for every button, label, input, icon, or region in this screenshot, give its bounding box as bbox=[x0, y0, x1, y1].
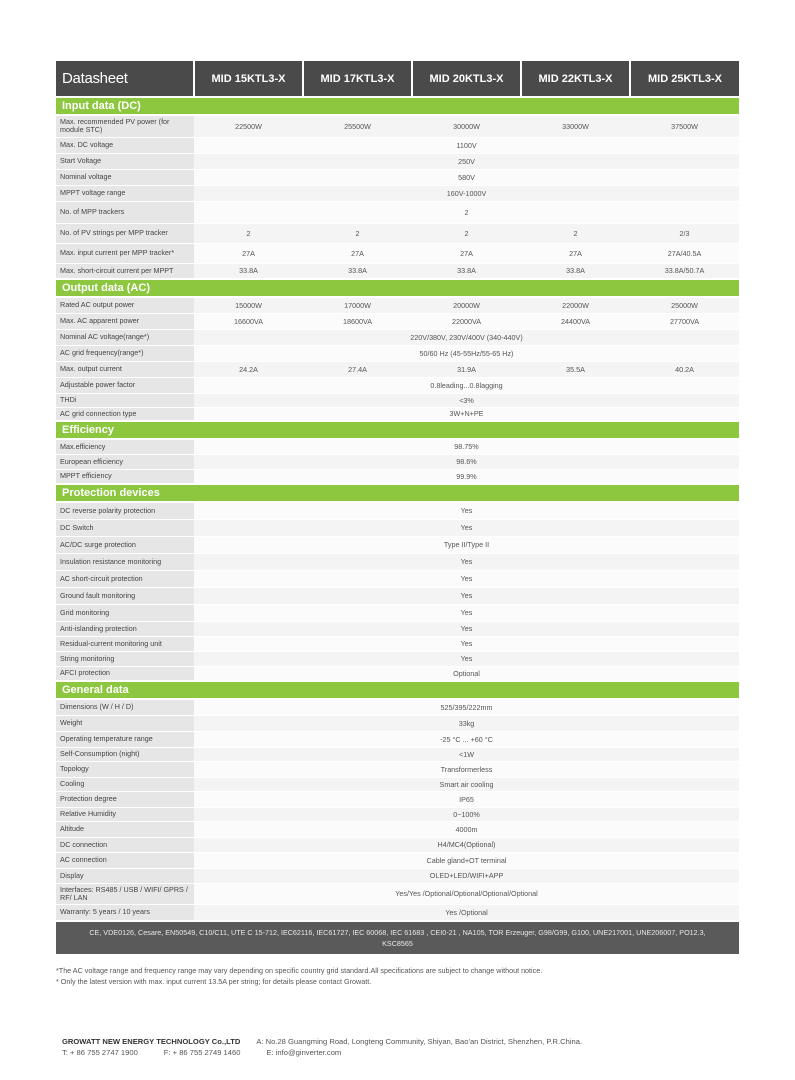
spec-row bbox=[56, 807, 739, 821]
spec-value: 98.75% bbox=[194, 439, 739, 454]
spec-value: Yes bbox=[194, 553, 739, 570]
spec-row bbox=[56, 747, 739, 761]
spec-label: AC short-circuit protection bbox=[56, 570, 194, 587]
spec-row bbox=[56, 570, 739, 587]
spec-value: Yes bbox=[194, 587, 739, 604]
spec-row bbox=[56, 777, 739, 791]
spec-value: Yes bbox=[194, 570, 739, 587]
spec-value: 0.8leading...0.8lagging bbox=[194, 377, 739, 393]
spec-row bbox=[56, 715, 739, 731]
spec-label: MPPT efficiency bbox=[56, 469, 194, 484]
spec-row bbox=[56, 868, 739, 883]
spec-value: IP65 bbox=[194, 791, 739, 807]
model-header-17ktl3: MID 17KTL3-X bbox=[303, 61, 412, 97]
footnote-input-current: * Only the latest version with max. input current 13.5A per string; for details please contact Growatt. bbox=[56, 977, 372, 986]
spec-row bbox=[56, 536, 739, 553]
spec-value: Optional bbox=[194, 666, 739, 681]
spec-label: Interfaces: RS485 / USB / WIFI/ GPRS / RF/ LAN bbox=[56, 883, 194, 904]
spec-row bbox=[56, 699, 739, 715]
section-header bbox=[56, 681, 739, 699]
spec-row bbox=[56, 636, 739, 651]
model-header-22ktl3: MID 22KTL3-X bbox=[521, 61, 630, 97]
spec-label: No. of MPP trackers bbox=[56, 201, 194, 223]
spec-label: Altitude bbox=[56, 821, 194, 837]
spec-value: 24400VA bbox=[521, 313, 630, 329]
spec-value: Smart air cooling bbox=[194, 777, 739, 791]
spec-value: 580V bbox=[194, 169, 739, 185]
spec-value: 27.4A bbox=[303, 361, 412, 377]
spec-label: Relative Humidity bbox=[56, 807, 194, 821]
spec-label: Ground fault monitoring bbox=[56, 587, 194, 604]
spec-label: Cooling bbox=[56, 777, 194, 791]
spec-row bbox=[56, 519, 739, 536]
model-header-20ktl3: MID 20KTL3-X bbox=[412, 61, 521, 97]
spec-label: AC grid connection type bbox=[56, 407, 194, 421]
spec-label: Max. short-circuit current per MPPT bbox=[56, 263, 194, 279]
spec-label: DC Switch bbox=[56, 519, 194, 536]
spec-row bbox=[56, 377, 739, 393]
company-address: A: No.28 Guangming Road, Longteng Community, Shiyan, Bao'an District, Shenzhen, P.R.China. bbox=[256, 1037, 583, 1046]
spec-row bbox=[56, 587, 739, 604]
spec-table bbox=[56, 61, 739, 954]
footnotes bbox=[56, 965, 739, 987]
spec-value: 2 bbox=[412, 223, 521, 243]
spec-row bbox=[56, 393, 739, 407]
spec-row bbox=[56, 651, 739, 666]
spec-label: Warranty: 5 years / 10 years bbox=[56, 904, 194, 921]
spec-value: <1W bbox=[194, 747, 739, 761]
spec-value: OLED+LED/WIFI+APP bbox=[194, 868, 739, 883]
spec-row bbox=[56, 621, 739, 636]
spec-value: 33000W bbox=[521, 115, 630, 137]
spec-row bbox=[56, 837, 739, 852]
spec-value: 160V-1000V bbox=[194, 185, 739, 201]
spec-label: Nominal AC voltage(range*) bbox=[56, 329, 194, 345]
spec-value: 3W+N+PE bbox=[194, 407, 739, 421]
spec-value: 220V/380V, 230V/400V (340-440V) bbox=[194, 329, 739, 345]
spec-label: Max. output current bbox=[56, 361, 194, 377]
spec-value: 2 bbox=[194, 201, 739, 223]
spec-value: 31.9A bbox=[412, 361, 521, 377]
spec-value: 525/395/222mm bbox=[194, 699, 739, 715]
spec-row bbox=[56, 883, 739, 904]
spec-value: 50/60 Hz (45-55Hz/55-65 Hz) bbox=[194, 345, 739, 361]
spec-label: Residual-current monitoring unit bbox=[56, 636, 194, 651]
model-header-15ktl3: MID 15KTL3-X bbox=[194, 61, 303, 97]
spec-label: DC connection bbox=[56, 837, 194, 852]
spec-row bbox=[56, 185, 739, 201]
spec-label: Max. DC voltage bbox=[56, 137, 194, 153]
spec-value: 15000W bbox=[194, 297, 303, 313]
section-title: Efficiency bbox=[56, 421, 739, 439]
spec-row bbox=[56, 469, 739, 484]
spec-label: String monitoring bbox=[56, 651, 194, 666]
spec-row bbox=[56, 553, 739, 570]
spec-row bbox=[56, 201, 739, 223]
spec-value: 1100V bbox=[194, 137, 739, 153]
spec-row bbox=[56, 169, 739, 185]
spec-row bbox=[56, 904, 739, 921]
spec-value: Yes bbox=[194, 651, 739, 666]
spec-value: 37500W bbox=[630, 115, 739, 137]
spec-value: Yes/Yes /Optional/Optional/Optional/Optional bbox=[194, 883, 739, 904]
spec-value: Yes /Optional bbox=[194, 904, 739, 921]
spec-value: Transformerless bbox=[194, 761, 739, 777]
spec-row bbox=[56, 223, 739, 243]
spec-row bbox=[56, 852, 739, 868]
company-footer bbox=[62, 1037, 742, 1057]
spec-value: 20000W bbox=[412, 297, 521, 313]
certifications-row bbox=[56, 921, 739, 954]
spec-label: AC connection bbox=[56, 852, 194, 868]
spec-value: 27700VA bbox=[630, 313, 739, 329]
spec-value: Yes bbox=[194, 519, 739, 536]
company-email: E: info@ginverter.com bbox=[266, 1048, 342, 1057]
spec-value: Yes bbox=[194, 621, 739, 636]
spec-row bbox=[56, 137, 739, 153]
spec-value: 33.8A bbox=[194, 263, 303, 279]
spec-value: 98.6% bbox=[194, 454, 739, 469]
spec-value: 27A bbox=[194, 243, 303, 263]
spec-value: -25 °C ... +60 °C bbox=[194, 731, 739, 747]
spec-value: Yes bbox=[194, 502, 739, 519]
spec-label: AFCI protection bbox=[56, 666, 194, 681]
spec-value: 16600VA bbox=[194, 313, 303, 329]
spec-label: No. of PV strings per MPP tracker bbox=[56, 223, 194, 243]
spec-value: 22000W bbox=[521, 297, 630, 313]
footnote-voltage-range: *The AC voltage range and frequency range may vary depending on specific country grid standard.All specifications are subject to change without notice. bbox=[56, 966, 543, 975]
spec-label: European efficiency bbox=[56, 454, 194, 469]
spec-value: 33.8A/50.7A bbox=[630, 263, 739, 279]
spec-value: 25500W bbox=[303, 115, 412, 137]
section-header bbox=[56, 279, 739, 297]
spec-label: Max.efficiency bbox=[56, 439, 194, 454]
spec-value: 33.8A bbox=[521, 263, 630, 279]
spec-label: Operating temperature range bbox=[56, 731, 194, 747]
company-name: GROWATT NEW ENERGY TECHNOLOGY Co.,LTD bbox=[62, 1037, 241, 1046]
spec-label: Max. input current per MPP tracker* bbox=[56, 243, 194, 263]
spec-label: Weight bbox=[56, 715, 194, 731]
spec-value: 2 bbox=[521, 223, 630, 243]
section-title: Protection devices bbox=[56, 484, 739, 502]
spec-label: AC grid frequency(range*) bbox=[56, 345, 194, 361]
spec-value: Type II/Type II bbox=[194, 536, 739, 553]
spec-value: H4/MC4(Optional) bbox=[194, 837, 739, 852]
spec-row bbox=[56, 439, 739, 454]
spec-label: Rated AC output power bbox=[56, 297, 194, 313]
spec-label: Self-Consumption (night) bbox=[56, 747, 194, 761]
spec-value: 18600VA bbox=[303, 313, 412, 329]
spec-value: 99.9% bbox=[194, 469, 739, 484]
spec-row bbox=[56, 454, 739, 469]
spec-row bbox=[56, 761, 739, 777]
spec-row bbox=[56, 604, 739, 621]
company-fax: F: + 86 755 2749 1460 bbox=[163, 1048, 241, 1057]
spec-value: 33kg bbox=[194, 715, 739, 731]
spec-label: Nominal voltage bbox=[56, 169, 194, 185]
spec-value: 40.2A bbox=[630, 361, 739, 377]
spec-label: Display bbox=[56, 868, 194, 883]
spec-row bbox=[56, 115, 739, 137]
spec-row bbox=[56, 731, 739, 747]
spec-label: Grid monitoring bbox=[56, 604, 194, 621]
spec-label: AC/DC surge protection bbox=[56, 536, 194, 553]
spec-value: 35.5A bbox=[521, 361, 630, 377]
spec-value: Yes bbox=[194, 604, 739, 621]
spec-value: 22500W bbox=[194, 115, 303, 137]
spec-label: Max. AC apparent power bbox=[56, 313, 194, 329]
spec-value: Yes bbox=[194, 636, 739, 651]
spec-label: THDi bbox=[56, 393, 194, 407]
spec-label: Topology bbox=[56, 761, 194, 777]
spec-label: Anti-islanding protection bbox=[56, 621, 194, 636]
spec-value: 2 bbox=[194, 223, 303, 243]
spec-row bbox=[56, 297, 739, 313]
spec-row bbox=[56, 345, 739, 361]
section-header bbox=[56, 421, 739, 439]
spec-value: 22000VA bbox=[412, 313, 521, 329]
certifications-text: CE, VDE0126, Cesare, EN50549, C10/C11, UTE C 15-712, IEC62116, IEC61727, IEC 60068, IEC 61683 , CEI0-21 , NA105, TOR Erzeuger, G98/G99, G100, UNE217001, UNE206007, PO12.3, KSC8565 bbox=[56, 921, 739, 954]
spec-value: 33.8A bbox=[303, 263, 412, 279]
spec-row bbox=[56, 666, 739, 681]
spec-row bbox=[56, 502, 739, 519]
spec-row bbox=[56, 153, 739, 169]
section-title: Output data (AC) bbox=[56, 279, 739, 297]
company-telephone: T: + 86 755 2747 1900 bbox=[62, 1048, 138, 1057]
spec-row bbox=[56, 791, 739, 807]
spec-row bbox=[56, 407, 739, 421]
spec-value: 2 bbox=[303, 223, 412, 243]
spec-row bbox=[56, 313, 739, 329]
spec-row bbox=[56, 329, 739, 345]
spec-value: 27A/40.5A bbox=[630, 243, 739, 263]
spec-value: 0~100% bbox=[194, 807, 739, 821]
spec-row bbox=[56, 243, 739, 263]
spec-label: MPPT voltage range bbox=[56, 185, 194, 201]
section-title: Input data (DC) bbox=[56, 97, 739, 115]
spec-value: 250V bbox=[194, 153, 739, 169]
spec-value: 33.8A bbox=[412, 263, 521, 279]
spec-value: Cable gland+OT terminal bbox=[194, 852, 739, 868]
model-header-row bbox=[56, 61, 739, 97]
spec-row bbox=[56, 821, 739, 837]
spec-label: Adjustable power factor bbox=[56, 377, 194, 393]
section-header bbox=[56, 97, 739, 115]
spec-label: Start Voltage bbox=[56, 153, 194, 169]
spec-value: 24.2A bbox=[194, 361, 303, 377]
spec-value: 4000m bbox=[194, 821, 739, 837]
spec-value: 2/3 bbox=[630, 223, 739, 243]
spec-row bbox=[56, 361, 739, 377]
spec-row bbox=[56, 263, 739, 279]
spec-label: DC reverse polarity protection bbox=[56, 502, 194, 519]
spec-label: Max. recommended PV power (for module STC) bbox=[56, 115, 194, 137]
datasheet-title: Datasheet bbox=[56, 61, 194, 97]
spec-label: Dimensions (W / H / D) bbox=[56, 699, 194, 715]
spec-value: 27A bbox=[412, 243, 521, 263]
spec-label: Protection degree bbox=[56, 791, 194, 807]
model-header-25ktl3: MID 25KTL3-X bbox=[630, 61, 739, 97]
spec-value: 30000W bbox=[412, 115, 521, 137]
spec-value: 17000W bbox=[303, 297, 412, 313]
spec-label: Insulation resistance monitoring bbox=[56, 553, 194, 570]
spec-value: 25000W bbox=[630, 297, 739, 313]
section-title: General data bbox=[56, 681, 739, 699]
datasheet bbox=[56, 61, 739, 954]
spec-value: 27A bbox=[303, 243, 412, 263]
spec-value: 27A bbox=[521, 243, 630, 263]
section-header bbox=[56, 484, 739, 502]
spec-value: <3% bbox=[194, 393, 739, 407]
